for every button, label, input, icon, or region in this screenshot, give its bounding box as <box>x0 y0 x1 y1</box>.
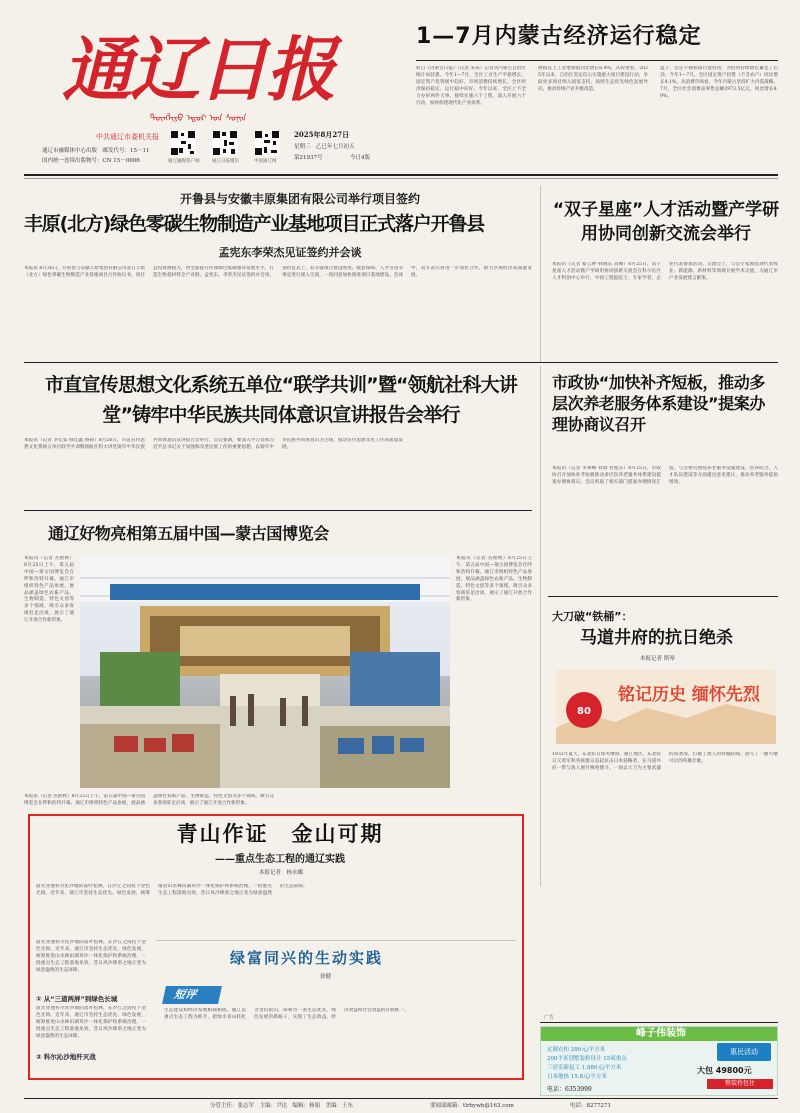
comment-byline: 徐健 <box>320 974 332 980</box>
date-block <box>290 128 400 168</box>
mongolian-title: ᠲᠦᠩᠯᠢᠶᠣ ᠡᠳᠦᠷ ᠤᠨ ᠰᠣᠨᠢᠨ <box>150 114 247 122</box>
feature-body-left: 晨光穿透科尔沁沙地的落叶松林，在沙丘之间投下金色光斑。近年来，通辽市坚持生态优先、绿色发展，统筹推进山水林田湖草沙一体化保护和系统治理，一批重点生态工程落地见效，昔日风沙肆虐之地正变为绿意盎然的生态屏障。 <box>36 940 146 973</box>
publisher-info: 通辽市融媒体中心出版 邮发代号：15－11 <box>42 148 150 154</box>
story2-headline[interactable]: “双子星座”人才活动暨产学研用协同创新交流会举行 <box>552 200 780 244</box>
story4-headline[interactable]: 市政协“加快补齐短板，推动多层次养老服务体系建设”提案办理协商议召开 <box>552 373 765 434</box>
ad-phone: 电话：6353999 <box>547 1086 592 1093</box>
issue-number: 第21937号 <box>294 155 323 161</box>
banner-slogan: 铭记历史 缅怀先烈 <box>618 685 760 705</box>
ad-banner[interactable] <box>540 1026 778 1096</box>
qr-caption: 通辽融媒客户端 <box>168 159 200 164</box>
qr-code-icon[interactable] <box>254 130 280 156</box>
page-count: 今日4版 <box>350 155 370 161</box>
story5-body-right: 本报讯（记者 丛艳秋）8月25日上午，第五届中国—蒙古国博览会在呼和浩特开幕。通辽市组织特色产品参展，展品涵盖绿色农畜产品、生物制造、特色文创等多个领域，吸引众多客商驻足洽谈，展示了通辽开放合作新形象。 <box>456 556 532 603</box>
feature-body: 晨光穿透科尔沁沙地的落叶松林，在沙丘之间投下金色光斑。近年来，通辽市坚持生态优先、绿色发展，统筹推进山水林田湖草沙一体化保护和系统治理，一批重点生态工程落地见效，昔日风沙肆虐之地正变为绿意盎然的生态屏障。 <box>36 884 308 896</box>
story1-subhead: 孟宪东李荣杰见证签约并会谈 <box>218 246 362 259</box>
qr-code-group <box>168 128 284 168</box>
ad-label: 广告 <box>544 1015 555 1021</box>
section-rule <box>548 596 778 597</box>
comment-headline[interactable]: 绿富同兴的生动实践 <box>230 949 384 967</box>
comment-rule <box>156 940 516 941</box>
feature-headline[interactable]: 青山作证 金山可期 <box>176 822 384 846</box>
ad-brand: 峰子伟装饰 <box>636 1028 686 1039</box>
story4-body: 本报讯（记者 李翠峰 祥瑞 杜旭东）8月25日，市政协召开加快补齐短板推动多层次养老服务体系建设提案办理协商议。会议听取了相关部门提案办理情况汇报，与会委员围绕养老服务设施建设、医养结合、人才队伍建设等方面提出意见建议，推动养老服务提质增效。 <box>552 466 778 485</box>
qr-code-icon[interactable] <box>212 130 238 156</box>
section-rule <box>24 362 778 363</box>
footer-credits: 分管主任：张志军 主编：尹达 编辑：杨娟 美编：王东 <box>210 1103 354 1109</box>
column-divider <box>540 186 541 362</box>
lead-col-3: 盘子，坚定不移抓项目促投资，为投资持续增长蓄足了后劲。今年1—7月，全区固定资产投资（不含农户）同比增长4.1%。从消费市场看，今年内蒙古坚持扩大内需战略。7月，全区社会消费品零售总额2973.5亿元，同比增长8.9%。 <box>660 66 778 99</box>
footer-phone: 电话：8277271 <box>570 1103 611 1109</box>
ad-line: 定制衣柜 299元/平方米 <box>547 1047 606 1053</box>
ad-promo: 大包 49800元 <box>697 1066 752 1075</box>
lead-col-2: 规模以上工业增加值同比增长6.4%，从投资看，2025年以来，自治区坚定信心实施重大项目建设行动，争取更多项目纳入国家支持，按照生态优先绿色发展导向，推动传统产业升级改造。 <box>538 66 648 92</box>
feature-byline: 本报记者 杨永娜 <box>258 870 303 876</box>
story1-kicker: 开鲁县与安徽丰原集团有限公司举行项目签约 <box>179 192 420 206</box>
story2-body: 本报讯（记者 蔡云婷 韩晓东 高峰）8月25日，双子星座人才活动暨产学研用协同创新交流会在科尔沁区人才科创中心举行。中国工程院院士、专家学者、企业代表参加活动。交流会上，与会专家围绕现代农牧业、新能源、新材料等领域开展学术交流，为通辽市产业发展建言献策。 <box>552 262 778 281</box>
ad-line: 日本地热 15.8元/平方米 <box>547 1074 607 1080</box>
story5-body-left: 本报讯（记者 丛艳秋）8月25日上午，第五届中国—蒙古国博览会在呼和浩特开幕。通辽市组织特色产品参展，展品涵盖绿色农畜产品、生物制造、特色文创等多个领域，吸引众多客商驻足洽谈，展示了通辽开放合作新形象。 <box>24 556 74 624</box>
story5-body-bottom: 本报讯（记者 丛艳秋）8月25日上午，第五届中国—蒙古国博览会在呼和浩特开幕。通辽市组织特色产品参展，展品涵盖绿色农畜产品、生物制造、特色文创等多个领域，吸引众多客商驻足洽谈，展示了通辽开放合作新形象。 <box>24 794 274 806</box>
section-rule <box>24 510 532 511</box>
lead-rule <box>416 60 778 61</box>
story1-body: 本报讯 8月26日，开鲁县与安徽丰原集团有限公司签订丰原（北方）绿色零碳生物制造产业基地项目合作协议书，项目总投资规模大，将全面提升区域绿色低碳循环发展水平，打造生物基材料全产业链。孟宪东、李荣杰见证签约并会谈。签约仪式上，双方就项目建设进度、配套保障、人才引进等事宜进行深入交流，一致同意加快推进项目落地建设。会谈中，双方表示将进一步深化合作，助力区域经济高质量发展。 <box>24 266 532 278</box>
series-body: 1932年夏天，东北抗日烽火燎原。通辽地区，东北抗日义勇军和各族群众奋起抗击日本侵略者，在马道井府一带与敌人展开殊死搏斗。一场以大刀为主要武器的夜袭战，打破了敌人的铁桶防线，谱写了一曲可歌可泣的英雄壮歌。 <box>552 752 778 771</box>
footer-rule <box>24 1098 778 1099</box>
sponsor-line: 中共通辽市委机关报 <box>96 133 159 141</box>
lead-headline[interactable]: 1—7月内蒙古经济运行稳定 <box>416 24 702 49</box>
feature-subtitle: ——重点生态工程的通辽实践 <box>215 854 345 864</box>
story3-headline[interactable]: 市直宣传思想文化系统五单位“联学共训”暨“领航社科大讲堂”铸牢中华民族共同体意识宣讲报告会举行 <box>45 374 517 426</box>
comment-body: 生态建设和经济发展相辅相成。通辽以重点生态工程为抓手，把绿水青山转化为金山银山，探索出一条生态优先、绿色发展的新路子，实现了生态效益、经济效益和社会效益的有机统一。 <box>164 1008 409 1020</box>
feature-subhead-2: ② 科尔沁沙地歼灭战 <box>36 1053 96 1061</box>
issue-date: 2025年8月27日 <box>294 130 350 139</box>
comment-badge-label: 短评 <box>172 988 198 1001</box>
section-rule <box>540 1022 778 1023</box>
newspaper-logo: 通辽日报 <box>62 28 334 111</box>
series-title: 大刀破“铁桶”： <box>552 610 633 623</box>
ad-badge-label: 惠民活动 <box>730 1048 758 1056</box>
comment-badge <box>162 986 222 1004</box>
ad-line: 三居室新起工 1,880元/平方米 <box>547 1065 622 1071</box>
lead-col-1: 转自《内蒙古日报》（记者 朱泉）记者从内蒙古自治区统计局获悉，今年1—7月，全区工业生产平稳增长，固定资产投资缓中趋好，市场消费持续增长，全区经济保持稳定、运行稳中向好。今年以来，全区上下全力办好两件大事，接续实施六个工程，深入开展六个行动，加快构建现代化产业体系。 <box>416 66 526 106</box>
ad-line: 200平米别墅装修设计 15项重点 <box>547 1056 627 1062</box>
qr-code-icon[interactable] <box>170 130 196 156</box>
story5-headline[interactable]: 通辽好物亮相第五届中国—蒙古国博览会 <box>48 524 329 543</box>
expo-photo[interactable] <box>80 556 450 788</box>
masthead-rule-thin <box>24 178 778 179</box>
series-byline: 本报记者 斯琴 <box>640 656 675 662</box>
expo-photo-icon <box>80 556 450 788</box>
story1-headline[interactable]: 丰原(北方)绿色零碳生物制造产业基地项目正式落户开鲁县 <box>24 213 484 235</box>
memorial-banner <box>556 670 776 744</box>
qr-caption: 中国通辽网 <box>254 159 277 164</box>
ad-badge <box>717 1043 771 1061</box>
qr-caption: 通辽日报微信 <box>212 159 239 164</box>
ad-promo-2: 整装拎包住 <box>707 1079 773 1089</box>
svg-text:80: 80 <box>577 706 591 717</box>
story3-body: 本报讯（记者 李宏茹 韩佳鑫 杨硕）8月26日，市直宣传思想文化系统五单位联学共训暨领航社科大讲堂铸牢中华民族共同体意识宣讲报告会举行。会议强调，要深入学习贯彻习近平总书记关于加强和改进民族工作的重要思想，以铸牢中华民族共同体意识为主线，推动宣传思想文化工作高质量发展。 <box>24 438 403 450</box>
lunar-date: 星期三 乙巳年七月初五 <box>294 144 355 150</box>
footer-email: 要闻部邮箱：tlrbywb@163.com <box>430 1103 514 1109</box>
feature-subhead-1: ① 从“三道两屏”到绿色长城 <box>36 995 118 1003</box>
masthead-rule <box>24 174 778 176</box>
column-divider <box>540 366 541 886</box>
issn-info: 国内统一连续出版物号：CN 15－0006 <box>42 158 140 164</box>
series-subtitle[interactable]: 马道井府的抗日绝杀 <box>580 628 733 648</box>
feature-body-left-2: 晨光穿透科尔沁沙地的落叶松林，在沙丘之间投下金色光斑。近年来，通辽市坚持生态优先、绿色发展，统筹推进山水林田湖草沙一体化保护和系统治理，一批重点生态工程落地见效，昔日风沙肆虐之地正变为绿意盎然的生态屏障。 <box>36 1006 146 1039</box>
